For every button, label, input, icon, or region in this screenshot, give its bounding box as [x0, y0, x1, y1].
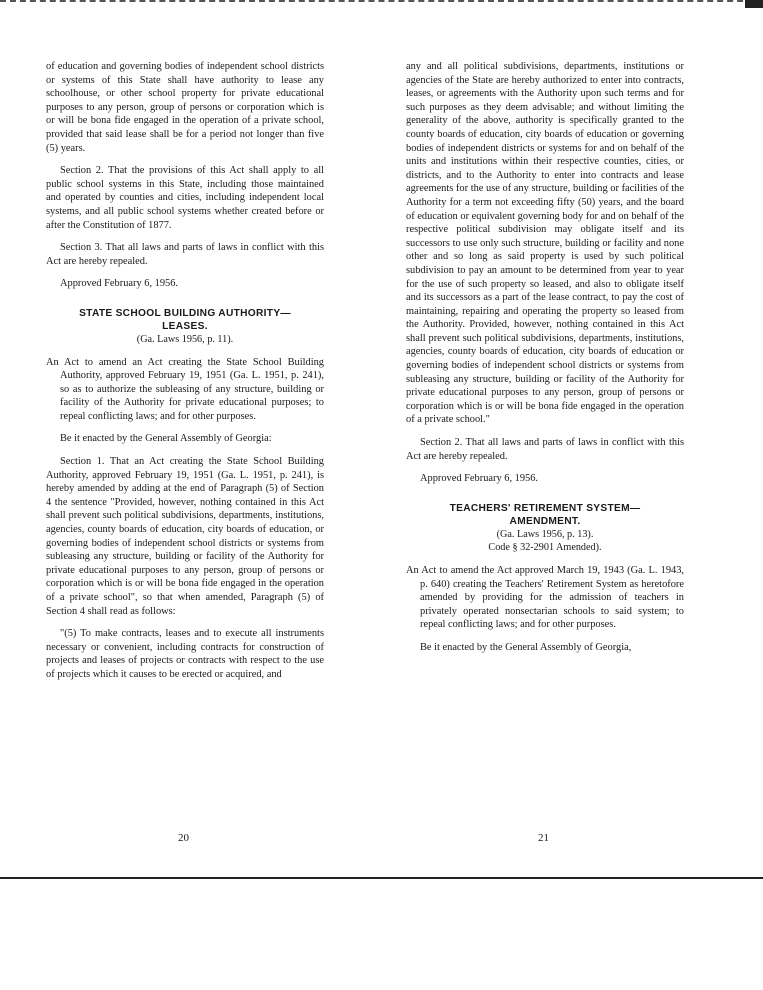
quoted-paragraph: "(5) To make contracts, leases and to execute all instruments necessary or convenient, including contracts for construction of projects and leases of projects or contracts with respect to the use of projects which it causes to be erected or acquired, and [46, 628, 324, 680]
section-1-paragraph: Section 1. That an Act creating the State School Building Authority, approved February 19, 1951 (Ga. L. 1951, p. 241), is hereby amended by adding at the end of Paragraph (5) of Section 4 the sentence "Provided, however, nothing contained in this Act shall prevent such political subdivisions, departments, institutions, agencies, county boards of education, city boards of education, or governing bodies of independent school districts or systems from subleasing any structure, building or facility of the Authority for private educational purposes to any person, group of persons or corporation which is or will be bona fide engaged in the operation of a private school", so that when amended, Paragraph (5) of Section 4 shall read as follows: [46, 456, 324, 617]
act-title: An Act to amend the Act approved March 19, 1943 (Ga. L. 1943, p. 640) creating the Teachers' Retirement System as heretofore amended by providing for the admission of teachers in privately operated nonsectarian schools to said system; to repeal conflicting laws; and for other purposes. [406, 565, 684, 631]
act-title: An Act to amend an Act creating the State School Building Authority, approved February 19, 1951 (Ga. L. 1951, p. 241), so as to authorize the subleasing of any structure, building or facility of the Authority for private educational purposes; to repeal conflicting laws; and for other purposes. [46, 356, 324, 422]
approved-date: Approved February 6, 1956. [420, 473, 539, 485]
enacting-clause: Be it enacted by the General Assembly of Georgia, [420, 641, 632, 653]
approved-date: Approved February 6, 1956. [60, 278, 179, 290]
section-2-paragraph: Section 2. That the provisions of this Act shall apply to all public school systems in this State, including those maintained and operated by counties and cities, including independent local systems, and all public school systems whether created before or after the Constitution of 1877. [46, 165, 324, 231]
right-page-column [406, 60, 684, 655]
page-number-left: 20 [178, 832, 189, 844]
page-number-right: 21 [538, 832, 549, 844]
scan-bottom-edge [0, 877, 763, 879]
enacting-clause: Be it enacted by the General Assembly of Georgia: [60, 433, 272, 445]
act-citation: (Ga. Laws 1956, p. 11). [136, 333, 234, 345]
scan-top-edge [0, 0, 763, 5]
act-citation: (Ga. Laws 1956, p. 13). [496, 528, 594, 540]
act-heading-line-1: TEACHERS' RETIREMENT SYSTEM— [449, 502, 641, 514]
scan-corner-mark [745, 0, 763, 8]
continued-paragraph: of education and governing bodies of independent school districts or systems of this State shall have authority to lease any schoolhouse, or other school property for private educational purposes to any person, group of persons or corporation which is or will be bona fide engaged in the operation of a private school, provided that said lease shall be for a period not longer than five (5) years. [46, 61, 324, 154]
section-2-paragraph: Section 2. That all laws and parts of laws in conflict with this Act are hereby repealed. [406, 437, 684, 462]
act-heading-block [406, 502, 684, 555]
continued-quoted-paragraph: any and all political subdivisions, departments, institutions or agencies of the State are hereby authorized to enter into contracts, leases, or agreements with the Authority upon such terms and for such purposes as they deem advisable; and without limiting the generality of the above, authority is specifically granted to the county boards of education, city boards of education or governing bodies of independent districts or systems for and on behalf of the units and institutions within their respective counties, cities, or districts, and to the Authority to enter into contracts and lease agreements for the use of any structure, building or facilities of the Authority for a term not exceeding fifty (50) years, and the board of education or equivalent governing body for and on behalf of the respective political subdivision may obligate itself and its successors to use only such structure, building or facility and none other and so long as said property is used by such political subdivision to pay an amount to be determined from year to year for the use of such property so leased, and also to obligate itself and its successors as a part of the lease contract, to pay the cost of maintaining, repairing and operating the property so leased from the Authority. Provided, however, nothing contained in this Act shall prevent such political subdivisions, departments, institutions, agencies, county boards of education, city boards of education or governing bodies of independent school districts or systems from subleasing any structure, building or facility of the Authority for private educational purposes to any person, group of persons or corporation which is or will be bona fide engaged in the operation of a private school." [406, 61, 684, 426]
code-citation: Code § 32-2901 Amended). [488, 542, 602, 554]
left-page-column [46, 60, 324, 682]
act-heading-block [46, 307, 324, 347]
act-heading-line-2: AMENDMENT. [509, 515, 581, 527]
section-3-paragraph: Section 3. That all laws and parts of laws in conflict with this Act are hereby repealed. [46, 242, 324, 267]
act-heading-line-2: LEASES. [162, 320, 208, 332]
act-heading-line-1: STATE SCHOOL BUILDING AUTHORITY— [79, 307, 291, 319]
